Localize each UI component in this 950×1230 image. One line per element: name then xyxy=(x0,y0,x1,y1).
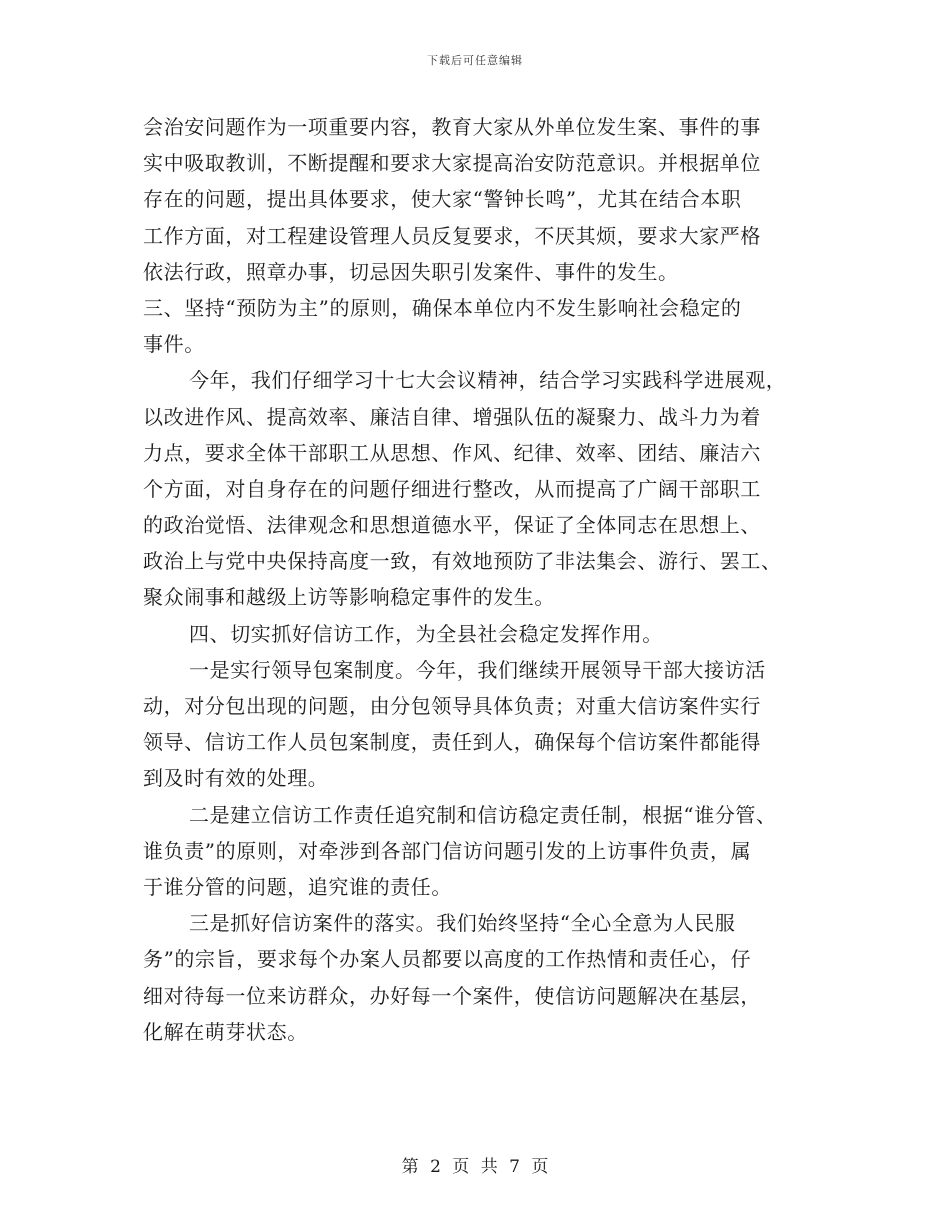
page-number-footer: 第 2 页 共 7 页 xyxy=(401,1157,549,1177)
text-line: 今年，我们仔细学习十七大会议精神，结合学习实践科学进展观， xyxy=(189,368,787,393)
text-line: 领导、信访工作人员包案制度，责任到人，确保每个信访案件都能得 xyxy=(143,730,761,755)
text-line: 于谁分管的问题，追究谁的责任。 xyxy=(143,874,452,899)
text-line: 细对待每一位来访群众，办好每一个案件，使信访问题解决在基层， xyxy=(143,983,761,1008)
text-line: 工作方面，对工程建设管理人员反复要求，不厌其烦，要求大家严格 xyxy=(143,223,761,248)
text-line: 化解在萌芽状态。 xyxy=(143,1019,308,1044)
section-heading-3: 三、坚持“预防为主”的原则，确保本单位内不发生影响社会稳定的 xyxy=(143,295,742,320)
text-line: 一是实行领导包案制度。今年，我们继续开展领导干部大接访活 xyxy=(189,657,766,682)
text-line: 谁负责”的原则，对牵涉到各部门信访问题引发的上访事件负责，属 xyxy=(143,838,752,863)
text-line: 的政治觉悟、法律观念和思想道德水平，保证了全体同志在思想上、 xyxy=(143,513,761,538)
text-line: 聚众闹事和越级上访等影响稳定事件的发生。 xyxy=(143,585,555,610)
text-line: 二是建立信访工作责任追究制和信访稳定责任制，根据“谁分管、 xyxy=(189,802,777,827)
text-line: 存在的问题，提出具体要求，使大家“警钟长鸣”，尤其在结合本职 xyxy=(143,187,742,212)
text-line: 务”的宗旨，要求每个办案人员都要以高度的工作热情和责任心，仔 xyxy=(143,947,752,972)
text-line: 三是抓好信访案件的落实。我们始终坚持“全心全意为人民服 xyxy=(189,911,736,936)
text-line: 会治安问题作为一项重要内容，教育大家从外单位发生案、事件的事 xyxy=(143,115,761,139)
section-heading-4: 四、切实抓好信访工作，为全县社会稳定发挥作用。 xyxy=(189,621,663,646)
text-line: 到及时有效的处理。 xyxy=(143,766,329,791)
text-line: 力点，要求全体干部职工从思想、作风、纪律、效率、团结、廉洁六 xyxy=(143,440,761,465)
text-line: 动，对分包出现的问题，由分包领导具体负责；对重大信访案件实行 xyxy=(143,694,761,718)
page-header-note: 下载后可任意编辑 xyxy=(427,54,523,67)
text-line: 政治上与党中央保持高度一致，有效地预防了非法集会、游行、罢工、 xyxy=(143,549,782,574)
text-line: 个方面，对自身存在的问题仔细进行整改，从而提高了广阔干部职工 xyxy=(143,476,761,501)
text-line: 以改进作风、提高效率、廉洁自律、增强队伍的凝聚力、战斗力为着 xyxy=(143,404,761,429)
text-line: 依法行政，照章办事，切忌因失职引发案件、事件的发生。 xyxy=(143,259,679,284)
section-heading-3-continued: 事件。 xyxy=(143,332,205,357)
text-line: 实中吸取教训，不断提醒和要求大家提高治安防范意识。并根据单位 xyxy=(143,151,761,176)
document-body xyxy=(143,109,807,1050)
